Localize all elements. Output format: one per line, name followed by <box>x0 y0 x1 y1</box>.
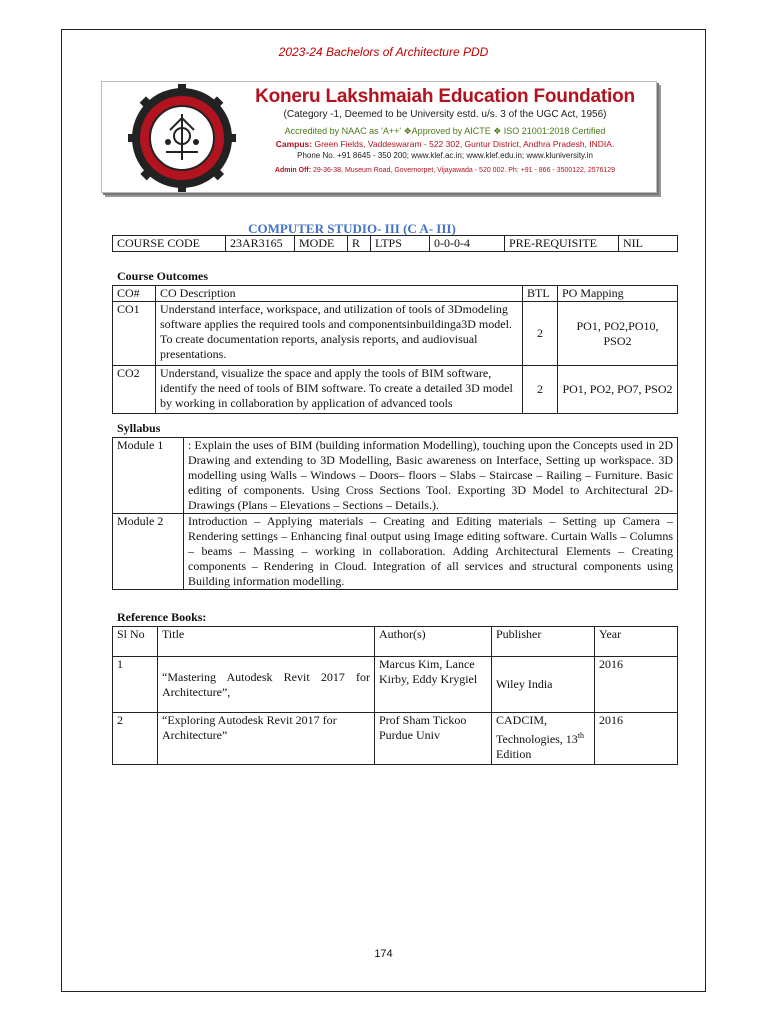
accreditation-line: Accredited by NAAC as 'A++' ❖Approved by AICTE ❖ ISO 21001:2018 Certified <box>284 126 606 136</box>
ref-publisher: CADCIM, Technologies, 13th Edition <box>492 713 595 765</box>
university-seal-icon <box>126 84 238 192</box>
table-row <box>113 657 678 713</box>
table-row <box>113 438 678 514</box>
admin-address: 29-36-38, Museum Road, Governorpet, Vijayawada - 520 002. Ph: +91 - 866 - 3500122, 2576129 <box>313 167 616 174</box>
code-label-cell: COURSE CODE <box>113 236 226 252</box>
outcomes-header-row <box>113 286 678 302</box>
institution-details <box>242 86 648 174</box>
ref-title: “Mastering Autodesk Revit 2017 for Architecture”, <box>158 657 375 713</box>
phone-line: Phone No. +91 8645 - 350 200; www.klef.ac.in; www.klef.edu.in; www.kluniversity.in <box>297 151 593 160</box>
ref-title: “Exploring Autodesk Revit 2017 for Architecture” <box>158 713 375 765</box>
module-content: : Explain the uses of BIM (building information Modelling), touching upon the Concepts used in 2D Drawing and extending to 3D Modelling, Basic awareness on Interface, Setting up workspace. 3D modelling using Walls – Windows – Doors– floors – Slabs – Staircase – Railing – Furniture. Basic editing of components. Using Cross Sections Tool. Exporting 3D Model to Architectural 2D- Drawings (Plans – Elevations – Sections – Details.). <box>184 438 678 514</box>
header-authors: Author(s) <box>375 627 492 657</box>
institution-banner <box>101 81 657 193</box>
outcomes-heading: Course Outcomes <box>117 269 208 283</box>
admin-line <box>242 167 648 174</box>
table-row <box>113 366 678 414</box>
admin-label: Admin Off: <box>274 167 312 174</box>
ref-year: 2016 <box>595 713 678 765</box>
co-btl: 2 <box>523 302 558 366</box>
ref-sl-no: 1 <box>113 657 158 713</box>
reference-books-table <box>112 626 678 765</box>
page-number: 174 <box>374 948 393 960</box>
co-id: CO2 <box>113 366 156 414</box>
ref-authors: Marcus Kim, Lance Kirby, Eddy Krygiel <box>375 657 492 713</box>
module-name: Module 1 <box>113 438 184 514</box>
header-publisher: Publisher <box>492 627 595 657</box>
table-row <box>113 713 678 765</box>
code-cell: 23AR3165 <box>226 236 295 252</box>
course-title: COMPUTER STUDIO- III (C A- III) <box>248 221 456 236</box>
ltps-label-cell: LTPS <box>371 236 430 252</box>
reference-books-heading: Reference Books: <box>117 610 207 624</box>
institution-category: (Category -1, Deemed to be University estd. u/s. 3 of the UGC Act, 1956) <box>283 109 607 120</box>
prereq-cell: NIL <box>619 236 678 252</box>
module-name: Module 2 <box>113 514 184 590</box>
ltps-cell: 0-0-0-4 <box>430 236 505 252</box>
mode-cell: R <box>348 236 371 252</box>
co-btl: 2 <box>523 366 558 414</box>
ref-publisher: Wiley India <box>492 657 595 713</box>
campus-address: Green Fields, Vaddeswaram - 522 302, Guntur District, Andhra Pradesh, INDIA. <box>314 139 615 149</box>
institution-name: Koneru Lakshmaiah Education Foundation <box>255 86 635 107</box>
header-year: Year <box>595 627 678 657</box>
campus-label: Campus: <box>275 139 313 149</box>
header-title: Title <box>158 627 375 657</box>
table-row <box>113 302 678 366</box>
prereq-label-cell: PRE-REQUISITE <box>505 236 619 252</box>
header-btl: BTL <box>523 286 558 302</box>
campus-line <box>242 139 648 149</box>
co-description: Understand, visualize the space and apply the tools of BIM software, identify the need of tools of BIM software. To create a detailed 3D model by working in collaboration by application of advanced tools <box>156 366 523 414</box>
header-co-description: CO Description <box>156 286 523 302</box>
course-outcomes-table <box>112 285 678 414</box>
co-po-mapping: PO1, PO2, PO7, PSO2 <box>558 366 678 414</box>
co-po-mapping: PO1, PO2,PO10, PSO2 <box>558 302 678 366</box>
syllabus-table <box>112 437 678 590</box>
header-co: CO# <box>113 286 156 302</box>
header-sl-no: Sl No <box>113 627 158 657</box>
page-frame <box>61 29 706 992</box>
program-header: 2023-24 Bachelors of Architecture PDD <box>278 45 489 59</box>
reference-header-row <box>113 627 678 657</box>
co-description: Understand interface, workspace, and utilization of tools of 3Dmodeling software applies the required tools and componentsinbuildinga3D model. To create documentation reports, analysis reports, and audiovisual presentations. <box>156 302 523 366</box>
table-row <box>113 514 678 590</box>
ref-sl-no: 2 <box>113 713 158 765</box>
header-po-mapping: PO Mapping <box>558 286 678 302</box>
mode-label-cell: MODE <box>295 236 348 252</box>
co-id: CO1 <box>113 302 156 366</box>
syllabus-heading: Syllabus <box>117 421 161 435</box>
ref-authors: Prof Sham Tickoo Purdue Univ <box>375 713 492 765</box>
course-code-row <box>113 236 678 252</box>
module-content: Introduction – Applying materials – Creating and Editing materials – Setting up Camera – Rendering settings – Enhancing final output using Image editing software. Curtain Walls – Columns – beams – Massing – working in collaboration. Adding Architectural Elements – Creating components – Rendering in Cloud. Integration of all services and structural components using Building information modelling. <box>184 514 678 590</box>
course-code-table <box>112 235 678 252</box>
ref-year: 2016 <box>595 657 678 713</box>
